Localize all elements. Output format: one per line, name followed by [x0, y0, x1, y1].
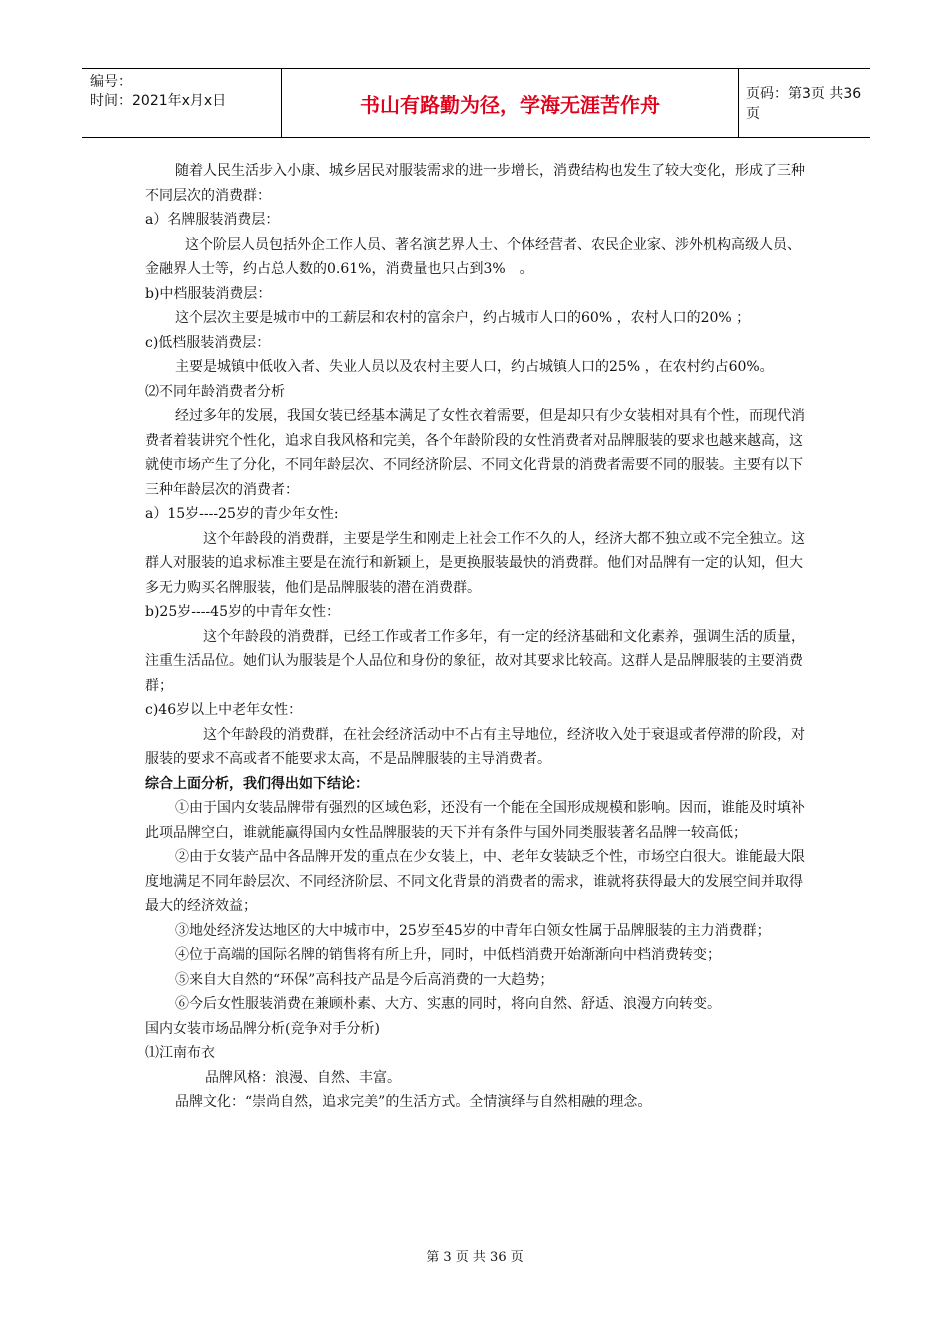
paragraph: 主要是城镇中低收入者、失业人员以及农村主要人口，约占城镇人口的25% ，在农村约占60%。 — [175, 359, 774, 375]
conclusion-item: ①由于国内女装品牌带有强烈的区域色彩，还没有一个能在全国形成规模和影响。因而，谁能及时填补此项品牌空白，谁就能赢得国内女性品牌服装的天下并有条件与国外同类服装著名品牌一较高低； — [145, 800, 805, 841]
conclusion-item: ④位于高端的国际名牌的销售将有所上升，同时，中低档消费开始渐渐向中档消费转变； — [175, 947, 721, 963]
conclusion-item: ③地处经济发达地区的大中城市中，25岁至45岁的中青年白领女性属于品牌服装的主力消费群； — [175, 922, 771, 939]
conclusion-item: ②由于女装产品中各品牌开发的重点在少女装上，中、老年女装缺乏个性，市场空白很大。谁能最大限度地满足不同年龄层次、不同经济阶层、不同文化背景的消费者的需求，谁就将获得最大的发展空间并取得最大的经济效益； — [145, 849, 805, 914]
section-heading: 国内女装市场品牌分析(竞争对手分析) — [145, 1020, 380, 1037]
paragraph: 这个层次主要是城市中的工薪层和农村的富余户，约占城市人口的60% ，农村人口的20% ； — [175, 310, 751, 326]
brand-heading: ⑴江南布衣 — [145, 1045, 215, 1061]
paragraph: 这个年龄段的消费群，主要是学生和刚走上社会工作不久的人，经济大都不独立或不完全独立。这群人对服装的追求标准主要是在流行和新颖上，是更换服装最快的消费群。他们对品牌有一定的认知，但大多无力购买名牌服装，他们是品牌服装的潜在消费群。 — [145, 530, 805, 596]
subheading: a）15岁----25岁的青少年女性: — [145, 506, 339, 522]
subheading: b)中档服装消费层： — [145, 285, 272, 302]
conclusion-item: ⑤来自大自然的“环保”高科技产品是今后高消费的一大趋势； — [175, 971, 554, 988]
paragraph: 经过多年的发展，我国女装已经基本满足了女性衣着需要，但是却只有少女装相对具有个性，而现代消费者着装讲究个性化，追求自我风格和完美，各个年龄阶段的女性消费者对品牌服装的要求也越来越高，这就使市场产生了分化，不同年龄层次、不同经济阶层、不同文化背景的消费者需要不同的服装。主要有以下三种年龄层次的消费者： — [145, 408, 805, 498]
header-motto: 书山有路勤为径，学海无涯苦作舟 — [282, 69, 739, 137]
paragraph: 这个阶层人员包括外企工作人员、著名演艺界人士、个体经营者、农民企业家、涉外机构高级人员、金融界人士等，约占总人数的0.61%，消费量也只占到3% 。 — [145, 236, 801, 277]
page-header — [82, 68, 870, 138]
header-page-label: 页码：第3页 共36页 — [746, 86, 862, 122]
subheading: b)25岁----45岁的中青年女性： — [145, 604, 340, 620]
section-heading: ⑵不同年龄消费者分析 — [145, 383, 285, 400]
conclusion-heading: 综合上面分析，我们得出如下结论： — [145, 775, 369, 792]
paragraph: 这个年龄段的消费群，在社会经济活动中不占有主导地位，经济收入处于衰退或者停滞的阶段，对服装的要求不高或者不能要求太高，不是品牌服装的主导消费者。 — [145, 726, 805, 767]
paragraph: 这个年龄段的消费群，已经工作或者工作多年，有一定的经济基础和文化素养，强调生活的质量，注重生活品位。她们认为服装是个人品位和身份的象征，故对其要求比较高。这群人是品牌服装的主要消费群； — [145, 628, 805, 694]
document-body — [145, 159, 813, 1115]
subheading: a）名牌服装消费层： — [145, 212, 280, 228]
page-footer: 第 3 页 共 36 页 — [426, 1250, 524, 1265]
conclusion-item: ⑥今后女性服装消费在兼顾朴素、大方、实惠的同时，将向自然、舒适、浪漫方向转变。 — [175, 996, 721, 1012]
number-label: 编号： — [90, 74, 132, 90]
subheading: c)低档服装消费层： — [145, 334, 271, 351]
brand-style: 品牌风格：浪漫、自然、丰富。 — [205, 1069, 401, 1086]
brand-culture: 品牌文化：“崇尚自然，追求完美”的生活方式。全情演绎与自然相融的理念。 — [175, 1094, 652, 1110]
header-meta — [82, 69, 282, 137]
time-label: 时间：2021年x月x日 — [90, 93, 227, 109]
paragraph: 随着人民生活步入小康、城乡居民对服装需求的进一步增长，消费结构也发生了较大变化，形成了三种不同层次的消费群： — [145, 163, 805, 204]
subheading: c)46岁以上中老年女性： — [145, 702, 303, 718]
